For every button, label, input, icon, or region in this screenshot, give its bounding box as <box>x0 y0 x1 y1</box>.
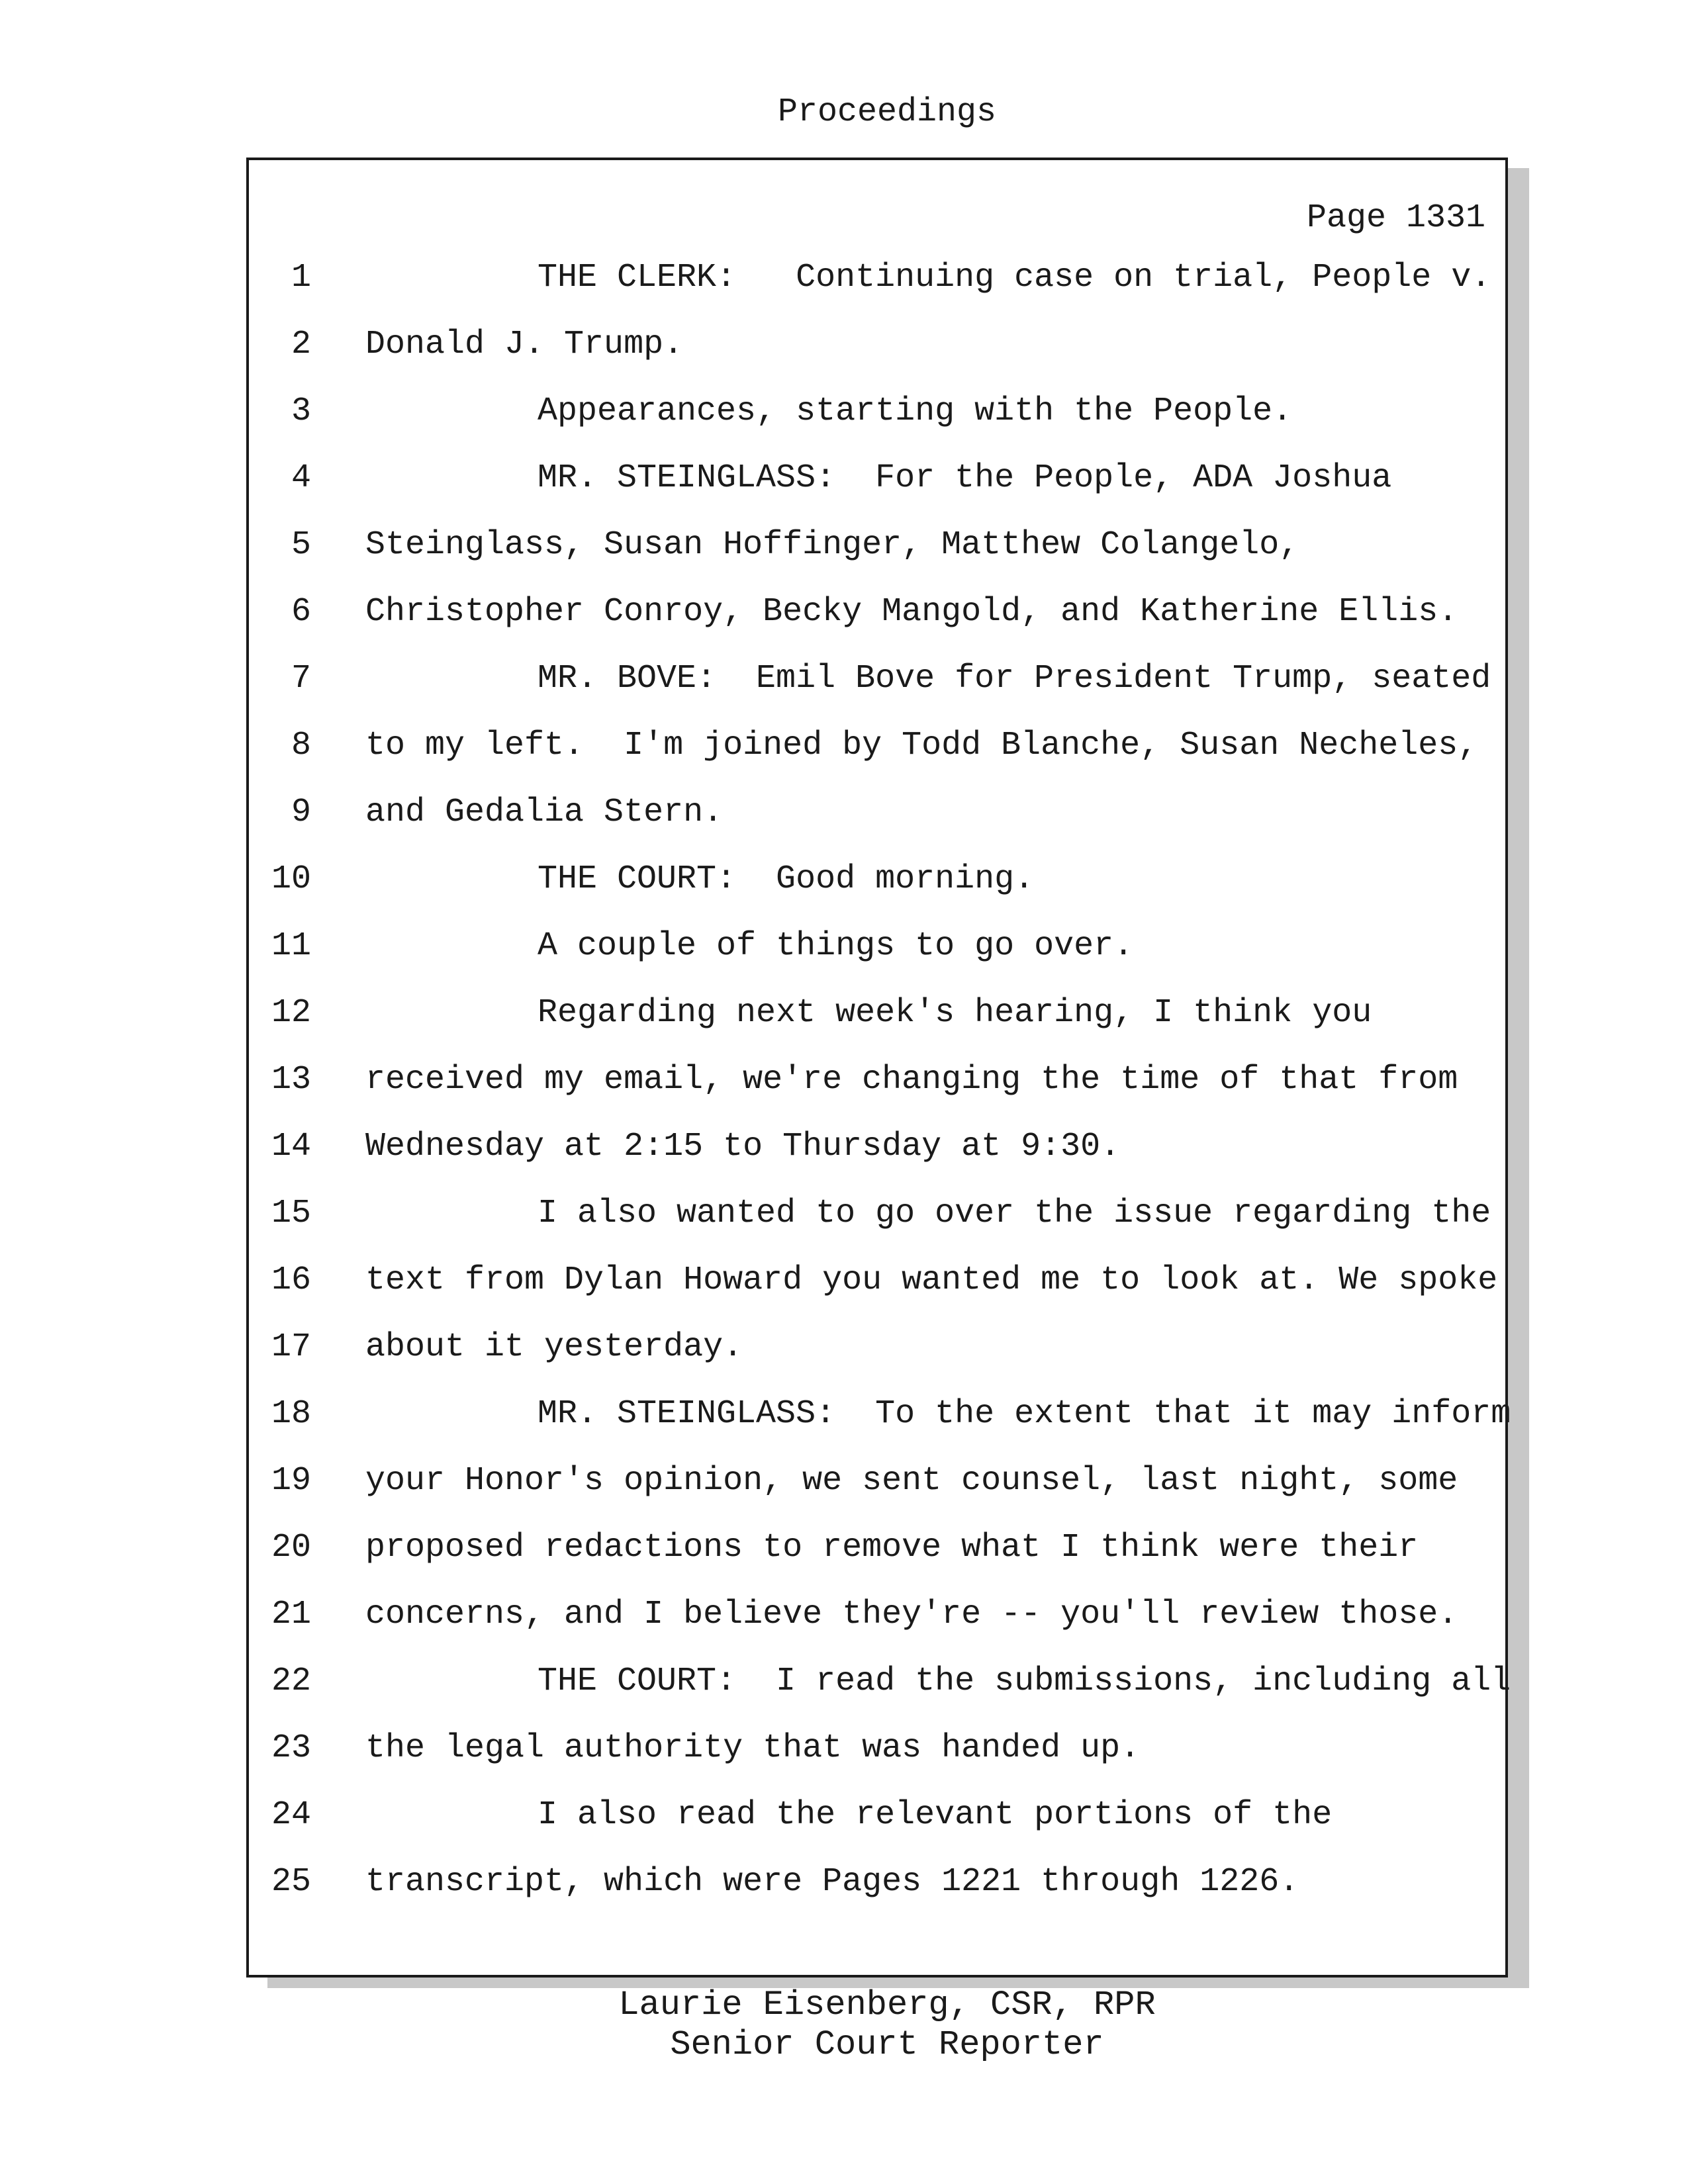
line-text: transcript, which were Pages 1221 through 1226. <box>365 1863 1299 1901</box>
transcript-lines <box>249 258 1511 1929</box>
transcript-line <box>249 793 1505 860</box>
line-number: 3 <box>291 392 311 430</box>
line-number: 17 <box>271 1328 311 1366</box>
line-text: proposed redactions to remove what I think were their <box>365 1529 1419 1567</box>
line-number: 20 <box>271 1529 311 1567</box>
transcript-line <box>249 1060 1505 1127</box>
line-text: I also read the relevant portions of the <box>538 1796 1333 1834</box>
page-number: Page 1331 <box>1306 199 1485 237</box>
line-number: 8 <box>291 727 311 764</box>
line-text: MR. STEINGLASS: To the extent that it may inform <box>538 1395 1511 1433</box>
line-text: concerns, and I believe they're -- you'll review those. <box>365 1596 1458 1633</box>
line-number: 1 <box>291 259 311 296</box>
line-text: to my left. I'm joined by Todd Blanche, Susan Necheles, <box>365 727 1478 764</box>
transcript-line <box>249 1394 1511 1461</box>
transcript-line <box>249 1796 1505 1862</box>
line-text: your Honor's opinion, we sent counsel, last night, some <box>365 1462 1458 1500</box>
transcript-line <box>249 592 1505 659</box>
transcript-line <box>249 1862 1505 1929</box>
transcript-line <box>249 1261 1505 1328</box>
line-text: THE COURT: Good morning. <box>538 860 1035 898</box>
line-text: Wednesday at 2:15 to Thursday at 9:30. <box>365 1128 1121 1165</box>
transcript-frame <box>246 158 1511 1978</box>
line-text: Christopher Conroy, Becky Mangold, and Katherine Ellis. <box>365 593 1458 631</box>
line-number: 19 <box>271 1462 311 1500</box>
transcript-line <box>249 927 1505 993</box>
line-number: 6 <box>291 593 311 631</box>
line-number: 23 <box>271 1729 311 1767</box>
line-number: 25 <box>271 1863 311 1901</box>
transcript-line <box>249 860 1505 927</box>
line-number: 13 <box>271 1061 311 1099</box>
transcript-line <box>249 659 1505 726</box>
transcript-line <box>249 1595 1505 1662</box>
line-number: 18 <box>271 1395 311 1433</box>
transcript-line <box>249 325 1505 392</box>
line-number: 14 <box>271 1128 311 1165</box>
line-number: 7 <box>291 660 311 698</box>
line-number: 12 <box>271 994 311 1032</box>
line-text: about it yesterday. <box>365 1328 743 1366</box>
reporter-title: Senior Court Reporter <box>670 2025 1104 2064</box>
line-text: text from Dylan Howard you wanted me to look at. We spoke <box>365 1261 1498 1299</box>
transcript-line <box>249 1127 1505 1194</box>
line-text: MR. STEINGLASS: For the People, ADA Joshua <box>538 459 1392 497</box>
transcript-line <box>249 392 1505 459</box>
line-number: 16 <box>271 1261 311 1299</box>
line-text: A couple of things to go over. <box>538 927 1134 965</box>
transcript-line <box>249 1461 1505 1528</box>
transcript-line <box>249 1662 1511 1729</box>
line-number: 15 <box>271 1195 311 1232</box>
reporter-name: Laurie Eisenberg, CSR, RPR <box>618 1985 1156 2025</box>
line-number: 4 <box>291 459 311 497</box>
line-number: 10 <box>271 860 311 898</box>
line-number: 5 <box>291 526 311 564</box>
transcript-line <box>249 993 1505 1060</box>
line-text: and Gedalia Stern. <box>365 794 724 831</box>
transcript-line <box>249 525 1505 592</box>
transcript-line <box>249 1194 1505 1261</box>
line-text: THE COURT: I read the submissions, including all <box>538 1662 1511 1700</box>
line-number: 21 <box>271 1596 311 1633</box>
line-text: Appearances, starting with the People. <box>538 392 1293 430</box>
line-number: 9 <box>291 794 311 831</box>
line-text: MR. BOVE: Emil Bove for President Trump, seated <box>538 660 1491 698</box>
page-header: Proceedings <box>777 93 997 131</box>
line-number: 11 <box>271 927 311 965</box>
line-text: Regarding next week's hearing, I think you <box>538 994 1372 1032</box>
transcript-line <box>249 1528 1505 1595</box>
transcript-line <box>249 459 1505 525</box>
transcript-line <box>249 258 1505 325</box>
line-text: THE CLERK: Continuing case on trial, People v. <box>538 259 1491 296</box>
line-number: 22 <box>271 1662 311 1700</box>
line-text: the legal authority that was handed up. <box>365 1729 1141 1767</box>
line-text: Donald J. Trump. <box>365 326 684 363</box>
transcript-line <box>249 726 1505 793</box>
line-text: I also wanted to go over the issue regarding the <box>538 1195 1491 1232</box>
transcript-line <box>249 1729 1505 1796</box>
line-text: received my email, we're changing the time of that from <box>365 1061 1458 1099</box>
line-number: 2 <box>291 326 311 363</box>
line-text: Steinglass, Susan Hoffinger, Matthew Colangelo, <box>365 526 1299 564</box>
page-footer <box>0 1985 1688 2065</box>
line-number: 24 <box>271 1796 311 1834</box>
transcript-line <box>249 1328 1505 1394</box>
